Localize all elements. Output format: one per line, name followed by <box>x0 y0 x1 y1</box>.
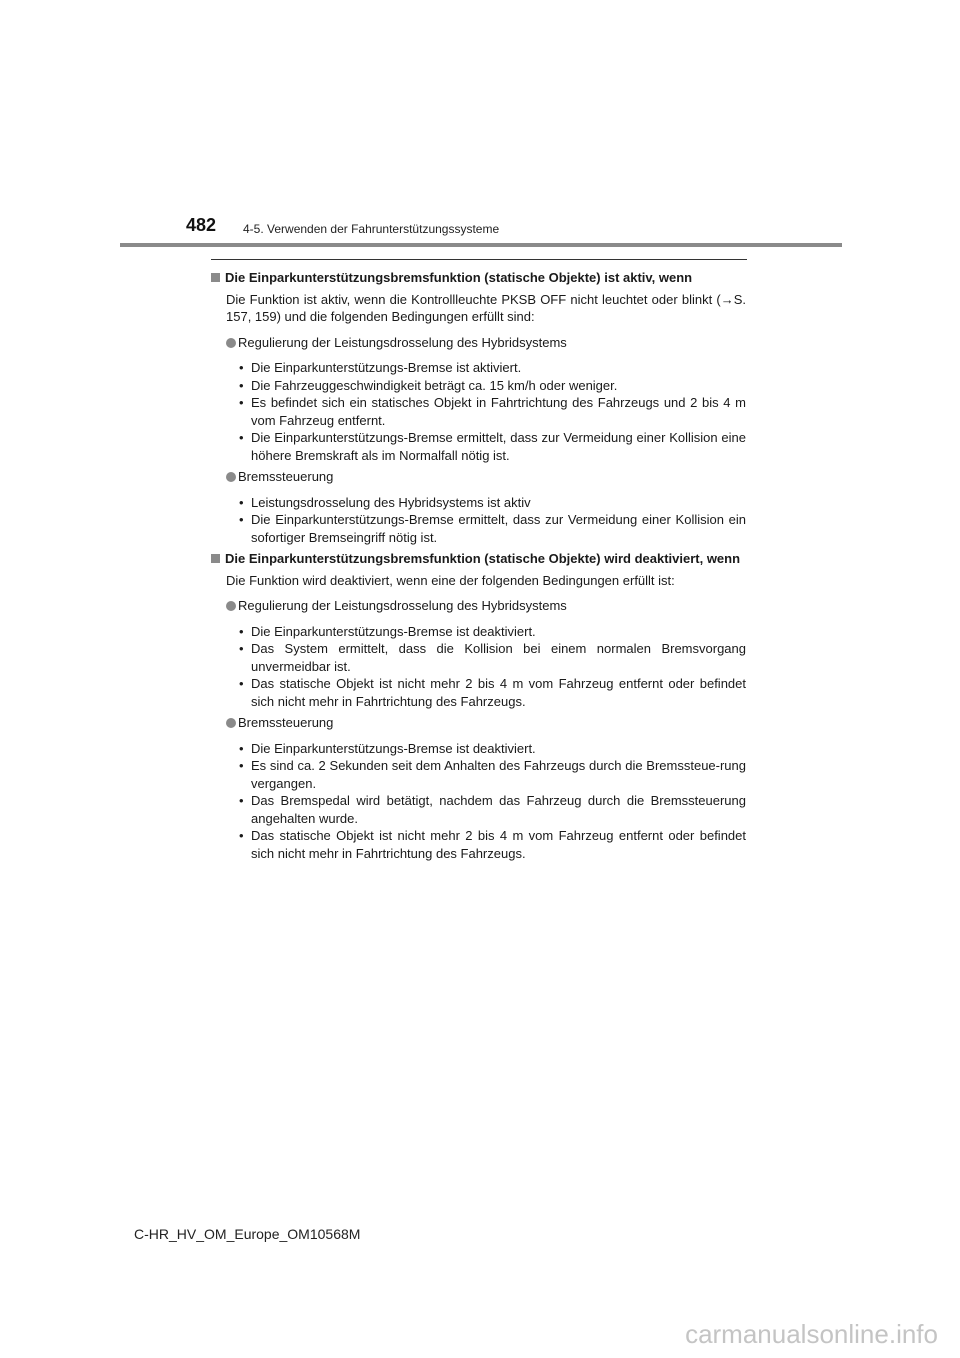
group-title-text: Regulierung der Leistungsdrosselung des Hybridsystems <box>238 334 567 350</box>
group-title <box>211 468 746 486</box>
list-item: • Es befindet sich ein statisches Objekt in Fahrtrichtung des Fahrzeugs und 2 bis 4 m vom Fahrzeug entfernt. <box>239 395 746 428</box>
list-item: • Leistungsdrosselung des Hybridsystems ist aktiv <box>239 494 531 510</box>
document-id: C-HR_HV_OM_Europe_OM10568M <box>134 1226 361 1242</box>
circle-bullet-icon <box>226 718 236 728</box>
group-title <box>211 597 746 615</box>
content-body <box>211 269 746 866</box>
group-title-text: Regulierung der Leistungsdrosselung des Hybridsystems <box>238 598 567 613</box>
list-item: • Die Einparkunterstützungs-Bremse ist deaktiviert. <box>239 740 536 756</box>
group-title <box>211 714 746 732</box>
circle-bullet-icon <box>226 472 236 482</box>
page-number: 482 <box>186 215 217 235</box>
section-heading <box>211 269 746 287</box>
list-item: • Es sind ca. 2 Sekunden seit dem Anhalten des Fahrzeugs durch die Bremssteue-rung vergangen. <box>239 758 746 791</box>
group-title-text: Bremssteuerung <box>238 715 334 730</box>
section-heading-text: Die Einparkunterstützungsbremsfunktion (statische Objekte) wird deaktiviert, wenn <box>225 551 741 566</box>
list-item: • Das statische Objekt ist nicht mehr 2 bis 4 m vom Fahrzeug entfernt oder befindet sich nicht mehr in Fahrtrichtung des Fahrzeugs. <box>239 828 746 861</box>
group-title-text: Bremssteuerung <box>238 469 334 484</box>
circle-bullet-icon <box>226 338 236 348</box>
bullet-list <box>211 494 746 547</box>
bullet-list <box>211 740 746 863</box>
section-heading-text: Die Einparkunterstützungsbremsfunktion (statische Objekte) ist aktiv, wenn <box>225 270 693 285</box>
list-item: • Das System ermittelt, dass die Kollision bei einem normalen Bremsvorgang unvermeidbar ist. <box>239 641 746 674</box>
list-item: • Die Einparkunterstützungs-Bremse ist deaktiviert. <box>239 623 536 639</box>
bullet-list <box>211 623 746 711</box>
header-rule <box>120 243 842 247</box>
list-item: • Die Einparkunterstützungs-Bremse ist aktiviert. <box>239 360 522 375</box>
list-item: • Das Bremspedal wird betätigt, nachdem das Fahrzeug durch die Bremssteuerung angehalten wurde. <box>239 793 746 826</box>
bullet-list <box>211 359 746 464</box>
section-title: 4-5. Verwenden der Fahrunterstützungssysteme <box>243 222 500 236</box>
circle-bullet-icon <box>226 601 236 611</box>
group-title <box>211 334 746 352</box>
content-rule <box>211 259 747 260</box>
list-item: • Die Fahrzeuggeschwindigkeit beträgt ca. 15 km/h oder weniger. <box>239 377 618 393</box>
list-item: • Die Einparkunterstützungs-Bremse ermittelt, dass zur Vermeidung einer Kollision eine höhere Bremskraft als im Normalfall nötig ist. <box>239 430 746 463</box>
list-item: • Die Einparkunterstützungs-Bremse ermittelt, dass zur Vermeidung einer Kollision ein sofortiger Bremseingriff nötig ist. <box>239 512 746 545</box>
section-intro: Die Funktion wird deaktiviert, wenn eine der folgenden Bedingungen erfüllt ist: <box>226 572 675 588</box>
watermark: carmanualsonline.info <box>685 1319 938 1349</box>
section-heading <box>211 550 746 568</box>
list-item: • Das statische Objekt ist nicht mehr 2 bis 4 m vom Fahrzeug entfernt oder befindet sich nicht mehr in Fahrtrichtung des Fahrzeugs. <box>239 676 746 709</box>
square-bullet-icon <box>211 554 220 563</box>
square-bullet-icon <box>211 273 220 282</box>
section-intro: Die Funktion ist aktiv, wenn die Kontrollleuchte PKSB OFF nicht leuchtet oder blinkt (→S. 157, 159) und die folgenden Bedingungen erfüllt sind: <box>226 291 746 324</box>
